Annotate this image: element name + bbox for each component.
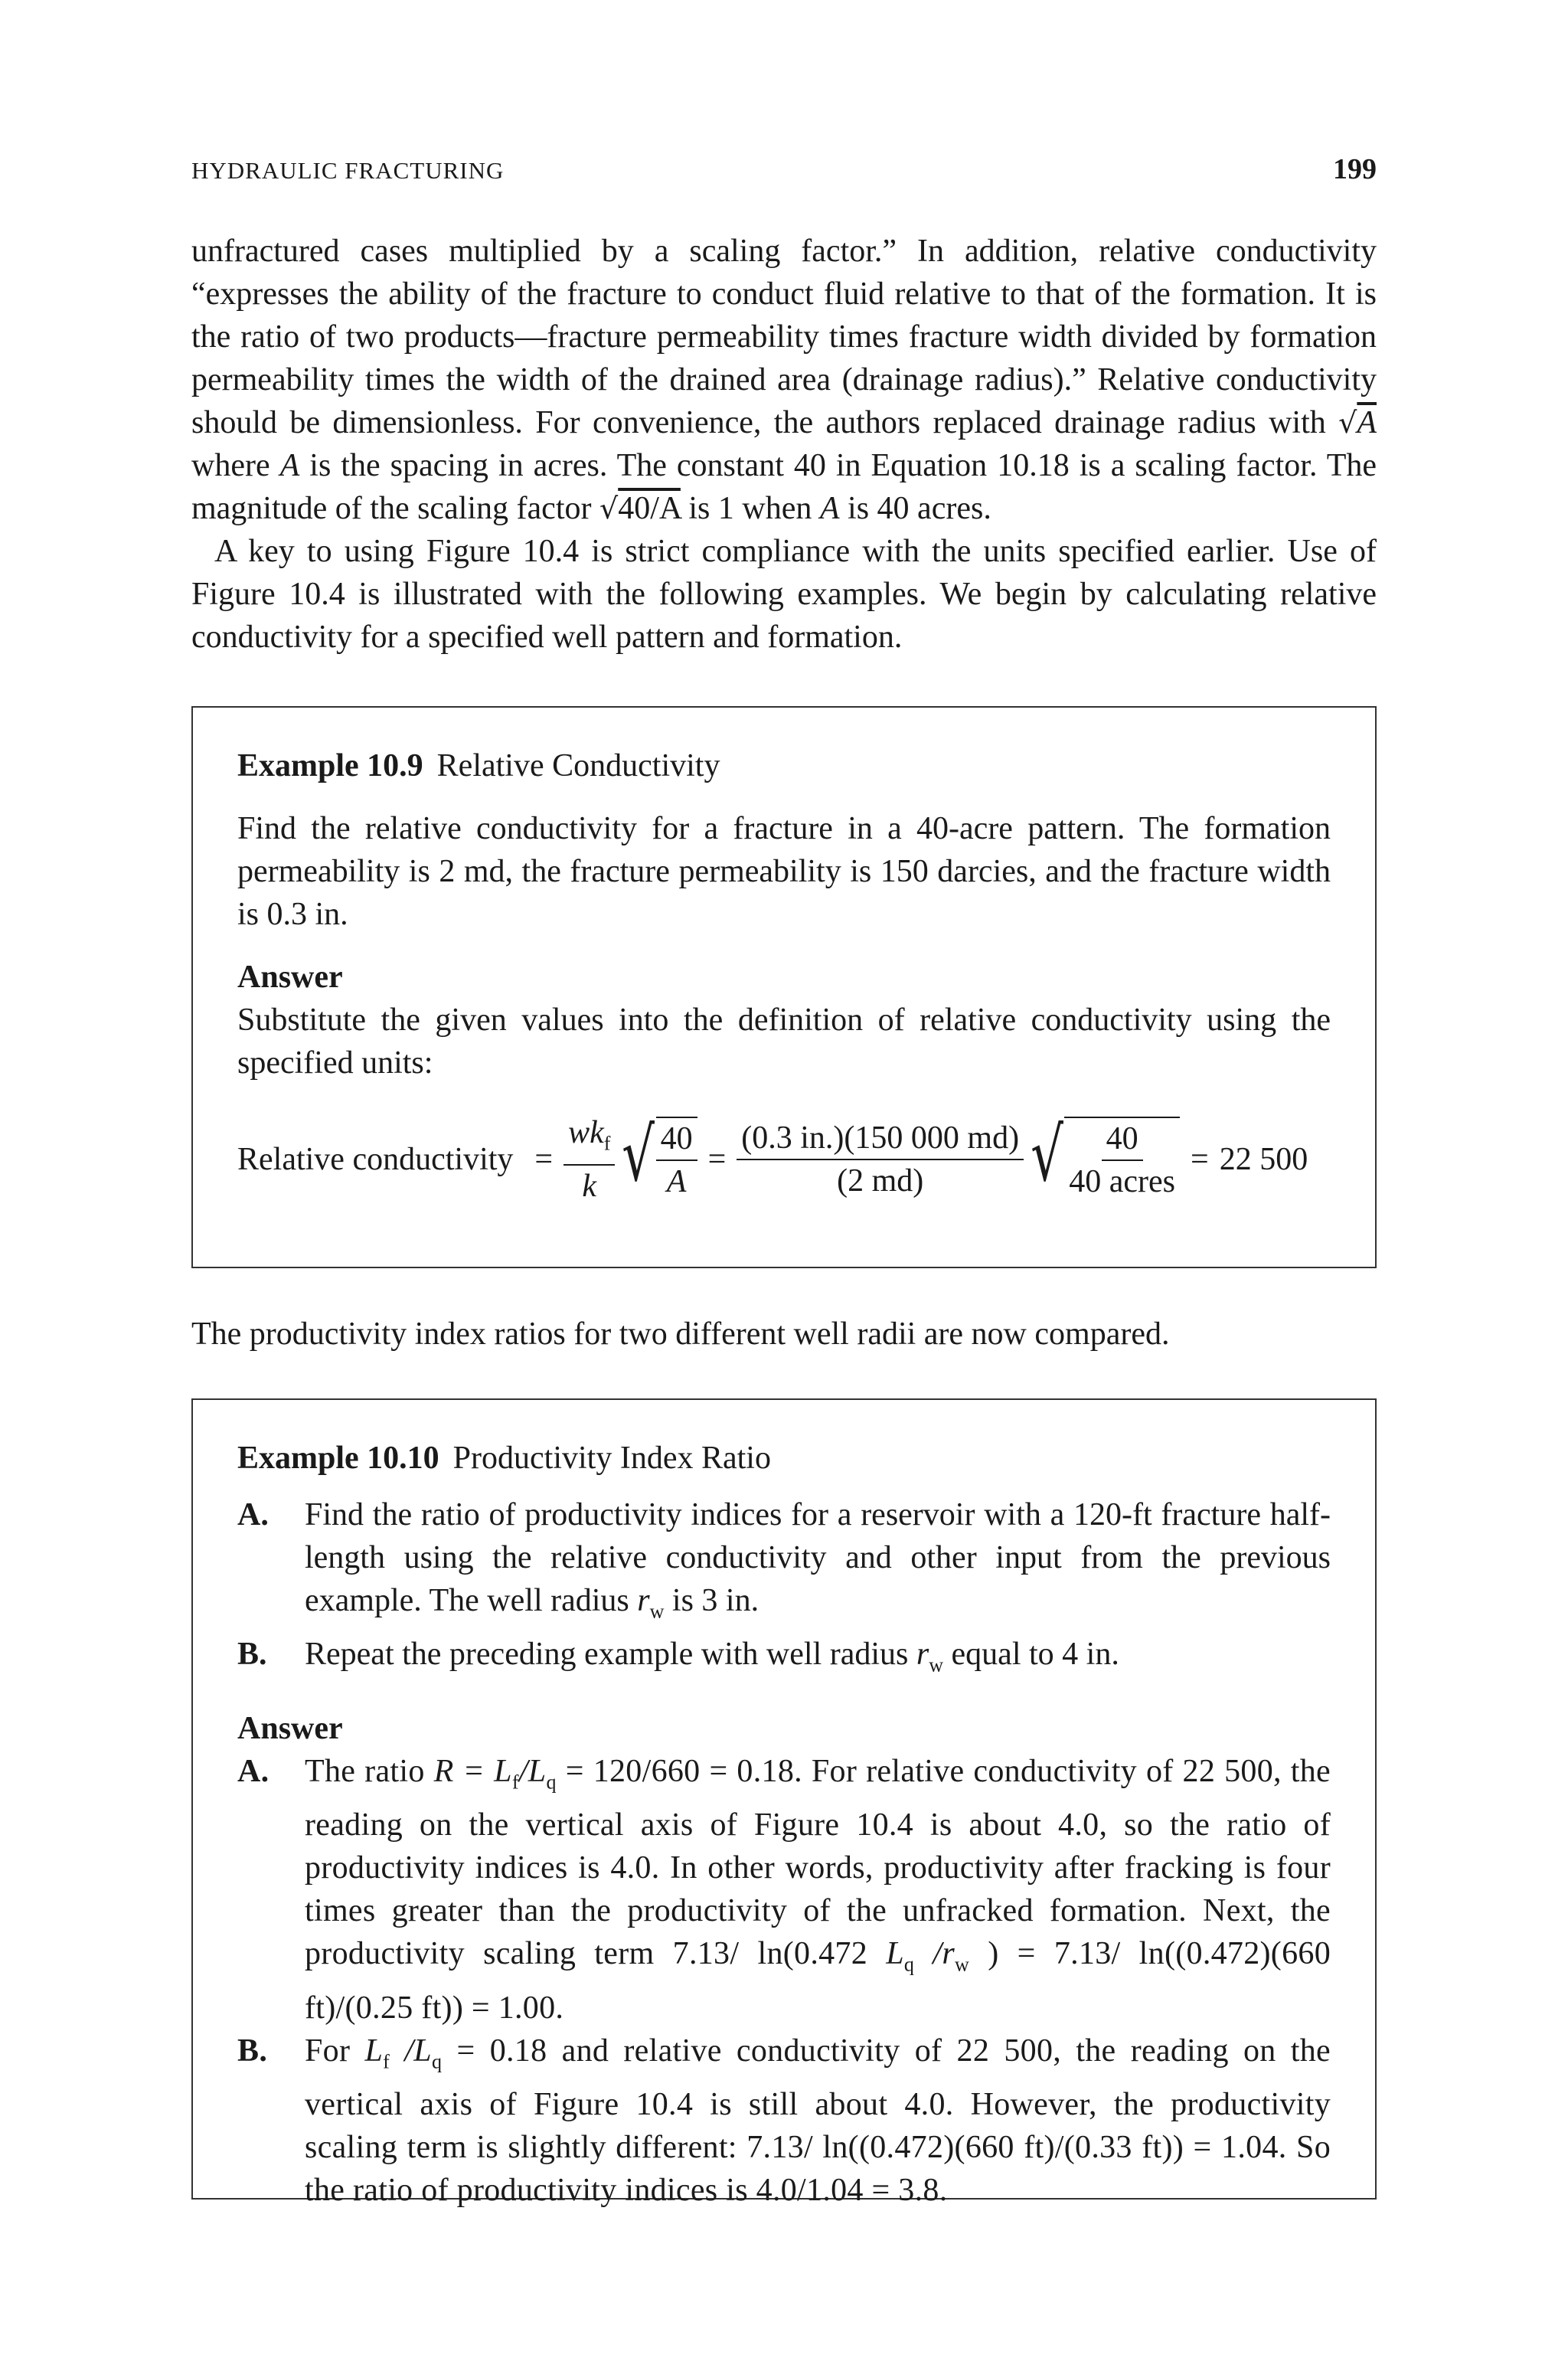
equation-label: Relative conductivity <box>237 1142 514 1177</box>
paragraph-1-text-b: where <box>191 448 280 483</box>
subscript: q <box>546 1771 557 1794</box>
fraction-denominator: (2 md) <box>837 1163 924 1199</box>
answer-text: = 120/660 = 0.18. For relative conductivity of 22 500, the reading on the vertical axis of Figure 10.4 is about 4.0, so the ratio of productivity indices is 4.0. In other words, productivity after fracking is four times greater than the productivity of the unfracked formation. Next, the productivity scaling term 7.13/ ln(0.472 <box>305 1753 1331 1972</box>
answer-item <box>237 1750 1331 2029</box>
question-text: Repeat the preceding example with well radius <box>305 1637 916 1673</box>
fraction-40-over-a <box>656 1118 697 1202</box>
fraction-numerator: (0.3 in.)(150 000 md) <box>737 1117 1024 1160</box>
paragraph-1-text-a: unfractured cases multiplied by a scaling factor.” In addition, relative conductivity “expresses the ability of the fracture to conduct fluid relative to that of the formation. It is the ratio of two products—fracture permeability times fracture width divided by formation permeability times the width of the drained area (drainage radius).” Relative conductivity should be dimensionless. For convenience, the authors replaced drainage radius with <box>191 234 1377 440</box>
paragraph-2: A key to using Figure 10.4 is strict compliance with the units specified earlier. Use of Figure 10.4 is illustrated with the following examples. We begin by calculating relative conductivity for a specified well pattern and formation. <box>191 534 1377 655</box>
subscript: w <box>954 1953 970 1976</box>
subscript: f <box>511 1771 519 1794</box>
math-term: /L <box>518 1753 547 1789</box>
example-statement: Find the relative conductivity for a fracture in a 40-acre pattern. The formation permeability is 2 md, the fracture permeability is 150 darcies, and the fracture width is 0.3 in. <box>237 811 1331 932</box>
fraction-values <box>737 1117 1024 1202</box>
math-term: /L <box>390 2033 432 2069</box>
relative-conductivity-equation <box>237 1106 1331 1213</box>
equation-result: 22 500 <box>1219 1142 1308 1177</box>
answer-text: The ratio <box>305 1753 434 1789</box>
math-term: L <box>886 1936 904 1972</box>
subscript-w: w <box>929 1653 944 1676</box>
math-term: L <box>364 2033 384 2069</box>
sqrt-40-over-a <box>615 1112 697 1202</box>
variable-a: A <box>279 448 300 483</box>
sqrt-symbol: √ <box>1338 406 1357 440</box>
page-number: 199 <box>1333 153 1377 185</box>
subscript: q <box>431 2049 443 2072</box>
question-item <box>237 1493 1331 1633</box>
answer-text: = 0.18 and relative conductivity of 22 500, the reading on the vertical axis of Figure 10.4 is still about 4.0. However, the productivity scaling term is slightly different: 7.13/ ln((0.472)(660 ft)/(0.33 ft)) = 1.04. So the ratio of productivity indices is 4.0/1.04 = 3.8. <box>305 2033 1331 2208</box>
question-text: equal to 4 in. <box>943 1637 1119 1673</box>
item-marker: A. <box>237 1753 270 1789</box>
fraction-numerator <box>564 1112 615 1166</box>
fraction-denominator: A <box>666 1164 687 1199</box>
fraction-wkf-over-k <box>564 1112 615 1207</box>
example-number: Example 10.9 <box>237 748 423 783</box>
fraction-numerator: 40 <box>1102 1118 1143 1161</box>
transition-text: The productivity index ratios for two different well radii are now compared. <box>191 1316 1170 1352</box>
item-marker: A. <box>237 1497 269 1532</box>
example-name: Relative Conductivity <box>436 748 720 783</box>
fraction-denominator: 40 acres <box>1069 1164 1176 1199</box>
question-text: Find the ratio of productivity indices for a reservoir with a 120-ft fracture half-length using the relative conductivity and other input from the previous example. The well radius <box>305 1497 1331 1618</box>
math-term: /r <box>914 1936 955 1972</box>
example-box-10-10 <box>191 1398 1377 2208</box>
radical-body <box>1064 1117 1180 1202</box>
answer-heading: Answer <box>237 1710 343 1746</box>
running-title: HYDRAULIC FRACTURING <box>191 157 505 184</box>
fraction-40-over-40-acres <box>1064 1118 1180 1202</box>
numerator-wk: wk <box>568 1114 604 1150</box>
variable-r: r <box>916 1637 929 1673</box>
question-list <box>237 1493 1331 1687</box>
answer-text: Substitute the given values into the definition of relative conductivity using the specified units: <box>237 1002 1331 1081</box>
equals-sign: = <box>1191 1142 1209 1177</box>
radical-sign: √ <box>622 1112 655 1198</box>
paragraph-1-text-c: is the spacing in acres. The constant 40 in Equation 10.18 is a scaling factor. The magnitude of the scaling factor <box>191 448 1377 526</box>
paragraph-1-text-e: is 40 acres. <box>839 491 991 526</box>
sqrt-symbol: √ <box>599 492 619 525</box>
subscript: q <box>903 1953 915 1976</box>
fraction-numerator: 40 <box>656 1118 697 1161</box>
equals-sign: = <box>534 1142 554 1177</box>
example-number: Example 10.10 <box>237 1441 439 1476</box>
variable-a: A <box>819 491 840 526</box>
sqrt-40-over-40-acres <box>1024 1112 1180 1202</box>
example-box-10-9 <box>191 706 1377 1268</box>
subscript-f: f <box>603 1132 611 1155</box>
sqrt-40-over-a: 40/A <box>618 491 681 526</box>
answer-item <box>237 2029 1331 2212</box>
item-marker: B. <box>237 2033 268 2069</box>
math-term: R = L <box>433 1753 512 1789</box>
radical-sign: √ <box>1031 1112 1064 1198</box>
question-item <box>237 1633 1331 1686</box>
answer-text: ) = 7.13/ ln((0.472)(660 ft)/(0.25 ft)) = 1.00. <box>305 1936 1331 2026</box>
answer-text: For <box>305 2033 365 2069</box>
answer-list <box>237 1750 1331 2212</box>
paragraph-1 <box>191 230 1377 530</box>
fraction-denominator: k <box>582 1169 597 1205</box>
example-name: Productivity Index Ratio <box>452 1441 771 1476</box>
item-marker: B. <box>237 1637 267 1673</box>
body-text <box>191 230 1377 659</box>
radical-body <box>656 1117 697 1202</box>
sqrt-a: A <box>1357 405 1377 440</box>
subscript-w: w <box>649 1600 665 1623</box>
subscript: f <box>383 2049 390 2072</box>
running-head <box>191 153 1377 195</box>
example-title <box>237 1437 1331 1480</box>
question-text: is 3 in. <box>664 1583 760 1618</box>
equals-sign: = <box>707 1142 727 1177</box>
paragraph-1-text-d: is 1 when <box>680 491 820 526</box>
answer-heading: Answer <box>237 960 343 995</box>
variable-r: r <box>637 1583 650 1618</box>
example-title <box>237 744 1331 787</box>
